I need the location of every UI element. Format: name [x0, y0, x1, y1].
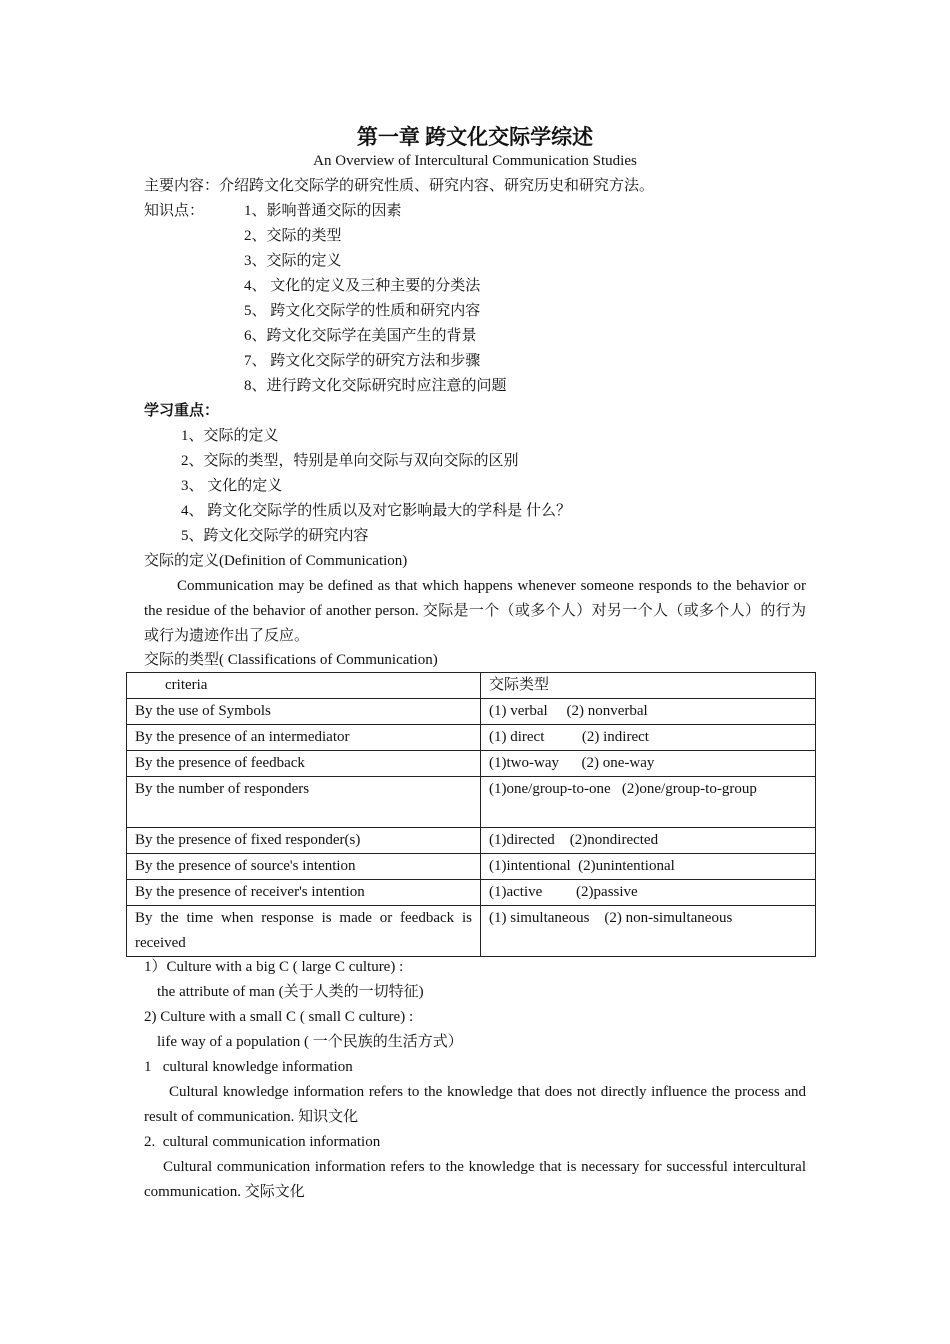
focus-point: 2、交际的类型，特别是单向交际与双向交际的区别 — [181, 453, 519, 469]
main-content-line: 主要内容：介绍跨文化交际学的研究性质、研究内容、研究历史和研究方法。 — [144, 178, 655, 194]
knowledge-point: 7、 跨文化交际学的研究方法和步骤 — [244, 353, 481, 369]
focus-label: 学习重点： — [144, 403, 220, 419]
table-cell: (1) direct (2) indirect — [481, 725, 816, 751]
table-row — [127, 880, 816, 906]
cultural-communication-heading: 2. cultural communication information — [144, 1134, 381, 1150]
culture-big-heading: 1）Culture with a big C ( large C culture) : — [144, 959, 404, 975]
table-cell: (1)directed (2)nondirected — [481, 828, 816, 854]
table-cell: By the presence of an intermediator — [127, 725, 481, 751]
table-row — [127, 906, 816, 957]
table-row — [127, 725, 816, 751]
table-cell: By the presence of receiver's intention — [127, 880, 481, 906]
knowledge-label: 知识点： — [144, 203, 205, 219]
table-cell: By the time when response is made or feedback is received — [127, 906, 481, 957]
table-cell: (1)two-way (2) one-way — [481, 751, 816, 777]
table-cell: By the presence of source's intention — [127, 854, 481, 880]
cultural-communication-paragraph: Cultural communication information refers to the knowledge that is necessary for successful intercultural communication. 交际文化 — [144, 1159, 806, 1200]
knowledge-point: 6、跨文化交际学在美国产生的背景 — [244, 328, 477, 344]
table-cell: (1) verbal (2) nonverbal — [481, 699, 816, 725]
table-header-cell: criteria — [127, 673, 481, 699]
knowledge-point: 2、交际的类型 — [244, 228, 342, 244]
table-cell: (1) simultaneous (2) non-simultaneous — [481, 906, 816, 957]
table-cell: (1)intentional (2)unintentional — [481, 854, 816, 880]
table-row — [127, 828, 816, 854]
definition-heading: 交际的定义(Definition of Communication) — [144, 553, 408, 569]
table-cell: By the use of Symbols — [127, 699, 481, 725]
focus-point: 1、交际的定义 — [181, 428, 279, 444]
culture-big-desc: the attribute of man (关于人类的一切特征) — [157, 984, 424, 1000]
knowledge-point: 8、进行跨文化交际研究时应注意的问题 — [244, 378, 507, 394]
focus-point: 4、 跨文化交际学的性质以及对它影响最大的学科是 什么？ — [181, 503, 572, 519]
table-header-cell: 交际类型 — [481, 673, 816, 699]
table-header-row — [127, 673, 816, 699]
classification-heading: 交际的类型( Classifications of Communication) — [144, 652, 438, 668]
table-cell: By the number of responders — [127, 777, 481, 828]
definition-paragraph: Communication may be defined as that which happens whenever someone responds to the behavior or the residue of the behavior of another person. 交际是一个（或多个人）对另一个人（或多个人）的行为或行为遗迹作出了反应。 — [144, 578, 806, 644]
culture-small-desc: life way of a population ( 一个民族的生活方式） — [157, 1034, 463, 1050]
knowledge-point: 5、 跨文化交际学的性质和研究内容 — [244, 303, 481, 319]
table-row — [127, 699, 816, 725]
table-row — [127, 854, 816, 880]
cultural-knowledge-paragraph: Cultural knowledge information refers to the knowledge that does not directly influence the process and result of communication. 知识文化 — [144, 1084, 806, 1125]
table-cell: By the presence of feedback — [127, 751, 481, 777]
focus-point: 3、 文化的定义 — [181, 478, 283, 494]
table-cell: By the presence of fixed responder(s) — [127, 828, 481, 854]
culture-small-heading: 2) Culture with a small C ( small C culture) : — [144, 1009, 414, 1025]
table-row — [127, 751, 816, 777]
chapter-title: 第一章 跨文化交际学综述 — [356, 125, 594, 149]
table-cell: (1)one/group-to-one (2)one/group-to-group — [481, 777, 816, 828]
chapter-subtitle: An Overview of Intercultural Communication Studies — [313, 153, 637, 169]
focus-point: 5、跨文化交际学的研究内容 — [181, 528, 369, 544]
table-row — [127, 777, 816, 828]
knowledge-point: 4、 文化的定义及三种主要的分类法 — [244, 278, 481, 294]
table-cell: (1)active (2)passive — [481, 880, 816, 906]
knowledge-point: 3、交际的定义 — [244, 253, 342, 269]
cultural-knowledge-heading: 1 cultural knowledge information — [144, 1059, 353, 1075]
knowledge-point: 1、影响普通交际的因素 — [244, 203, 402, 219]
classification-table — [126, 672, 816, 957]
